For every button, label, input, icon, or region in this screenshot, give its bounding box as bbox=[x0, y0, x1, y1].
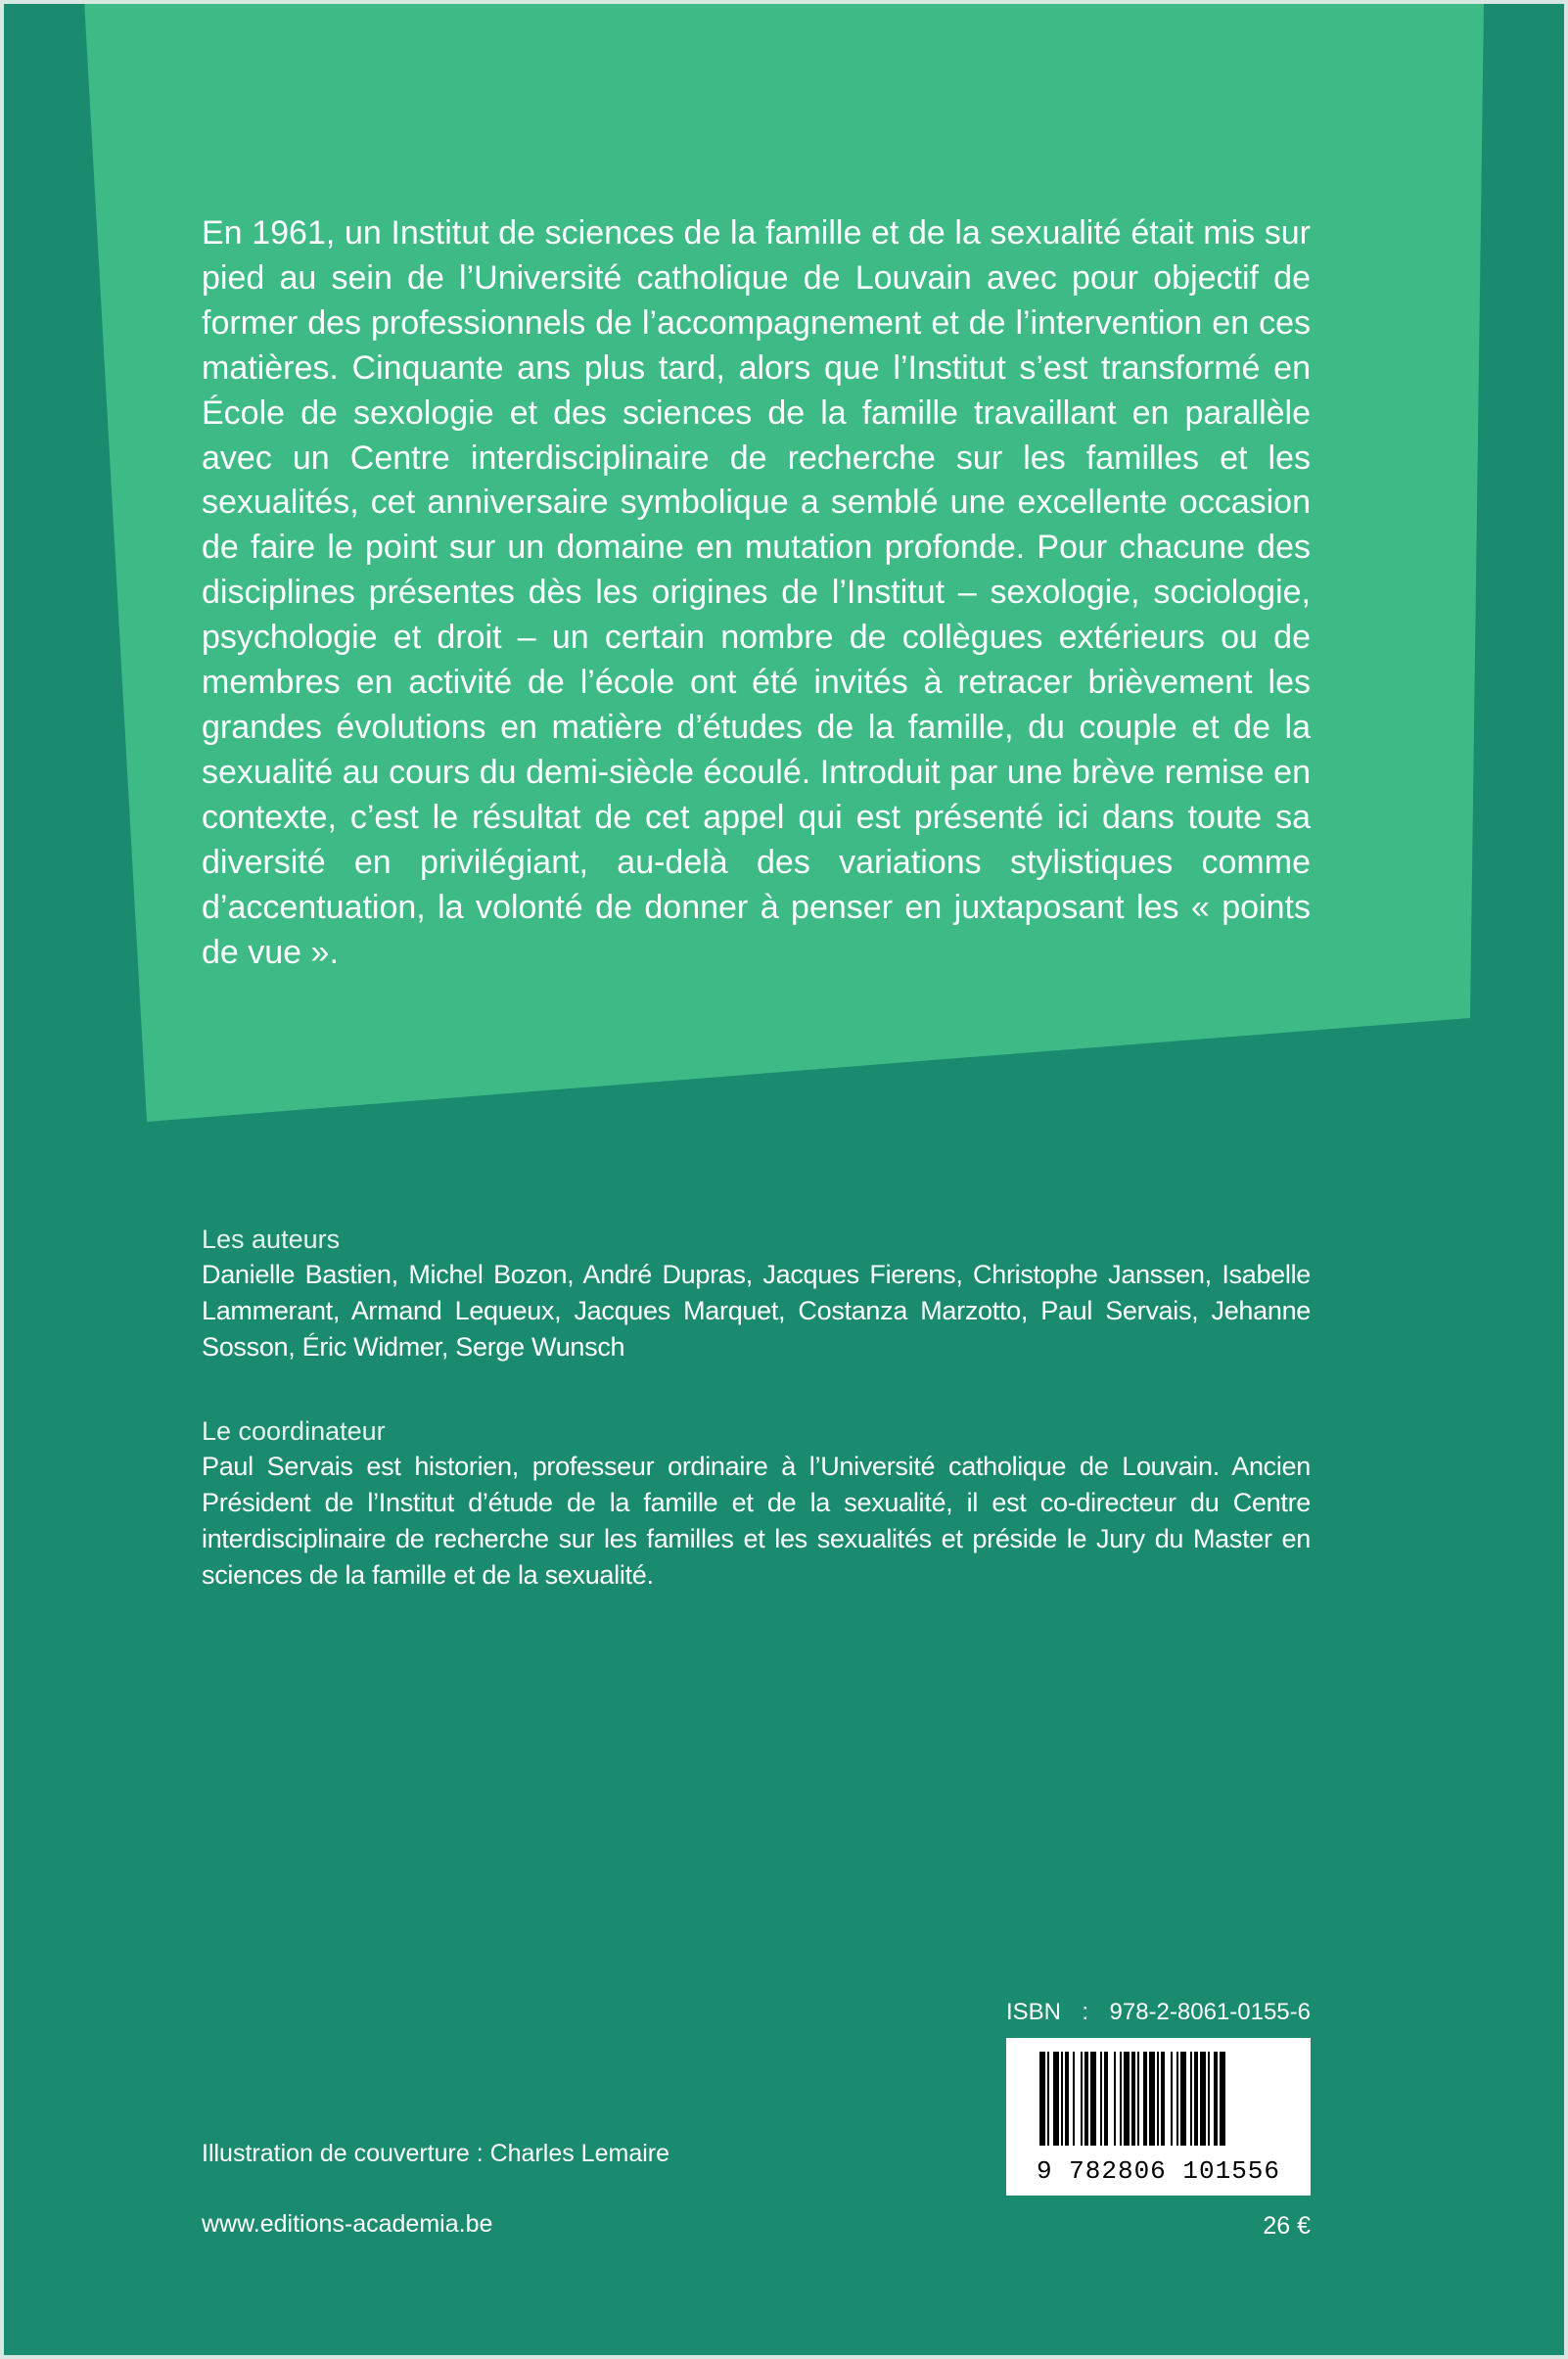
barcode-bar bbox=[1194, 2052, 1198, 2146]
isbn-number: 978-2-8061-0155-6 bbox=[1109, 1999, 1311, 2025]
barcode-bar bbox=[1100, 2052, 1102, 2146]
barcode-bar bbox=[1214, 2052, 1218, 2146]
coordinator-bio: Paul Servais est historien, professeur ordinaire à l’Université catholique de Louvain. Ancien Président de l’Institut d’étude de la famille et de la sexualité, il est co-directeur du Centre interdisciplinaire de recherche sur les familles et les sexualités et préside le Jury du Master en sciences de la famille et de la sexualité. bbox=[202, 1452, 1311, 1590]
barcode-digits: 9 782806 101556 bbox=[1036, 2156, 1281, 2186]
barcode-bar bbox=[1161, 2052, 1165, 2146]
barcode-bar bbox=[1114, 2052, 1116, 2146]
barcode-bar bbox=[1053, 2052, 1059, 2146]
barcode-bar bbox=[1047, 2052, 1049, 2146]
barcode-bar bbox=[1061, 2052, 1063, 2146]
isbn-barcode bbox=[1006, 2038, 1311, 2196]
price: 26 € bbox=[1263, 2212, 1311, 2240]
barcode-bar bbox=[1120, 2052, 1122, 2146]
authors-list: Danielle Bastien, Michel Bozon, André Dupras, Jacques Fierens, Christophe Janssen, Isabelle Lammerant, Armand Lequeux, Jacques Marquet, Costanza Marzotto, Paul Servais, Jehanne Sosson, Éric Widmer, Serge Wunsch bbox=[202, 1260, 1311, 1362]
barcode-bar bbox=[1220, 2052, 1225, 2146]
barcode-bar bbox=[1208, 2052, 1210, 2146]
barcode-bar bbox=[1190, 2052, 1192, 2146]
barcode-bar bbox=[1039, 2052, 1045, 2146]
barcode-bar bbox=[1065, 2052, 1069, 2146]
barcode-bar bbox=[1149, 2052, 1155, 2146]
barcode-bar bbox=[1081, 2052, 1083, 2146]
barcode-bar bbox=[1073, 2052, 1075, 2146]
coordinator-section bbox=[202, 1413, 1311, 1594]
isbn-label: ISBN bbox=[1006, 1999, 1062, 2025]
barcode-bar bbox=[1180, 2052, 1186, 2146]
barcode-bar bbox=[1084, 2052, 1088, 2146]
barcode-bar bbox=[1157, 2052, 1159, 2146]
authors-section bbox=[202, 1222, 1311, 1365]
publisher-website: www.editions-academia.be bbox=[202, 2210, 493, 2238]
authors-heading: Les auteurs bbox=[202, 1225, 341, 1254]
barcode-bar bbox=[1176, 2052, 1178, 2146]
barcode-bar bbox=[1124, 2052, 1130, 2146]
coordinator-heading: Le coordinateur bbox=[202, 1416, 386, 1446]
back-cover-summary: En 1961, un Institut de sciences de la famille et de la sexualité était mis sur pied au sein de l’Université catholique de Louvain avec pour objectif de former des professionnels de l’accompagnement et de l’intervention en ces matières. Cinquante ans plus tard, alors que l’Institut s’est transformé en École de sexologie et des sciences de la famille travaillant en parallèle avec un Centre interdisciplinaire de recherche sur les familles et les sexualités, cet anniversaire symbolique a semblé une excellente occasion de faire le point sur un domaine en mutation profonde. Pour chacune des disciplines présentes dès les origines de l’Institut – sexologie, sociologie, psychologie et droit – un certain nombre de collègues extérieurs ou de membres en activité de l’école ont été invités à retracer brièvement les grandes évolutions en matière d’études de la famille, du couple et de la sexualité au cours du demi-siècle écoulé. Introduit par une brève remise en contexte, c’est le résultat de cet appel qui est présenté ici dans toute sa diversité en privilégiant, au-delà des variations stylistiques comme d’accentuation, la volonté de donner à penser en juxtaposant les « points de vue ». bbox=[202, 214, 1311, 971]
barcode-bar bbox=[1200, 2052, 1206, 2146]
barcode-bar bbox=[1131, 2052, 1135, 2146]
illustration-credit: Illustration de couverture : Charles Lemaire bbox=[202, 2140, 670, 2167]
isbn-line bbox=[1006, 1995, 1311, 2030]
barcode-bar bbox=[1104, 2052, 1108, 2146]
barcode-bar bbox=[1143, 2052, 1147, 2146]
barcode-bar bbox=[1171, 2052, 1173, 2146]
barcode-bar bbox=[1090, 2052, 1096, 2146]
barcode-bar bbox=[1137, 2052, 1139, 2146]
isbn-separator: : bbox=[1082, 1999, 1089, 2025]
